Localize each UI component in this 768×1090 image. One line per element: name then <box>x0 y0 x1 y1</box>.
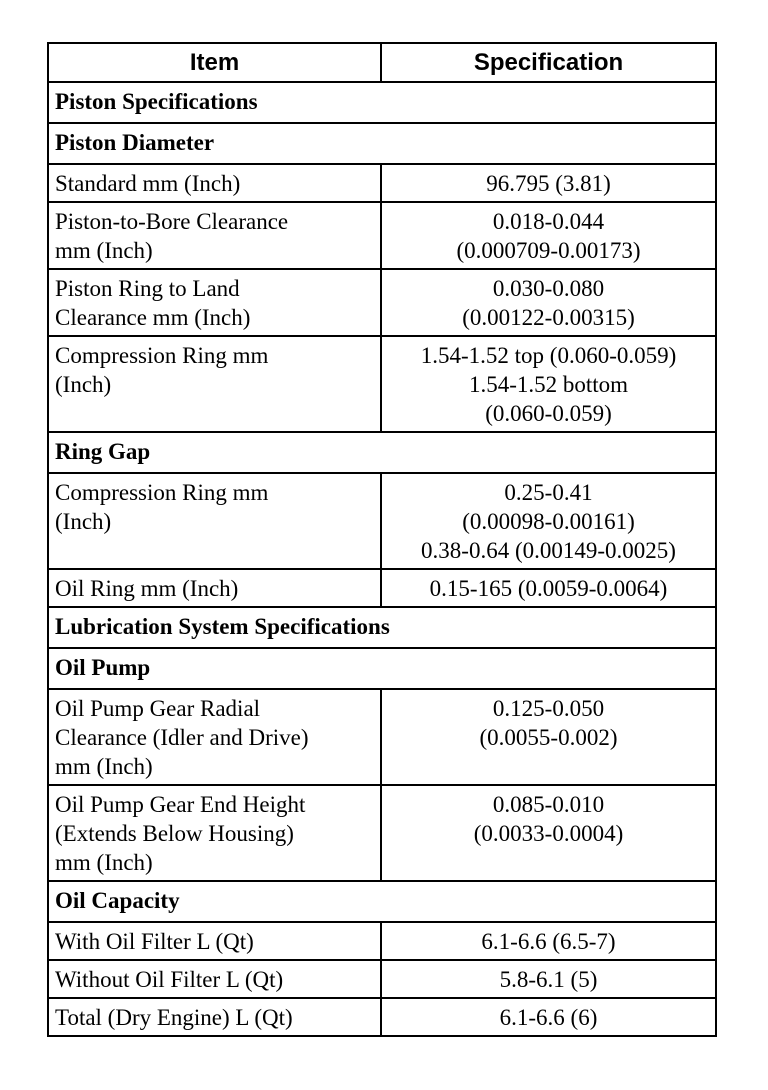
section-row <box>48 648 716 689</box>
item-column-header: Item <box>48 43 381 82</box>
spec-cell-standard: 96.795 (3.81) <box>381 164 716 202</box>
section-piston-specifications: Piston Specifications <box>48 82 716 123</box>
table-row <box>48 269 716 336</box>
section-row <box>48 123 716 164</box>
table-row <box>48 164 716 202</box>
item-cell-standard: Standard mm (Inch) <box>48 164 381 202</box>
item-cell-bore-clearance: Piston-to-Bore Clearance mm (Inch) <box>48 202 381 269</box>
table-header-row <box>48 43 716 82</box>
spec-cell-gear-radial: 0.125-0.050 (0.0055-0.002) <box>381 689 716 785</box>
table-row <box>48 473 716 569</box>
spec-cell-total-dry: 6.1-6.6 (6) <box>381 998 716 1036</box>
table-row <box>48 998 716 1036</box>
specification-column-header: Specification <box>381 43 716 82</box>
section-row <box>48 881 716 922</box>
spec-cell-land-clearance: 0.030-0.080 (0.00122-0.00315) <box>381 269 716 336</box>
section-lubrication-system: Lubrication System Specifications <box>48 607 716 648</box>
spec-cell-gear-end-height: 0.085-0.010 (0.0033-0.0004) <box>381 785 716 881</box>
item-cell-with-filter: With Oil Filter L (Qt) <box>48 922 381 960</box>
table-row <box>48 960 716 998</box>
spec-cell-oil-ring: 0.15-165 (0.0059-0.0064) <box>381 569 716 607</box>
section-row <box>48 432 716 473</box>
item-cell-gap-compression-ring: Compression Ring mm (Inch) <box>48 473 381 569</box>
specification-table <box>47 42 717 1037</box>
item-cell-without-filter: Without Oil Filter L (Qt) <box>48 960 381 998</box>
item-cell-gear-end-height: Oil Pump Gear End Height (Extends Below Housing) mm (Inch) <box>48 785 381 881</box>
item-cell-compression-ring: Compression Ring mm (Inch) <box>48 336 381 432</box>
spec-cell-with-filter: 6.1-6.6 (6.5-7) <box>381 922 716 960</box>
spec-cell-gap-compression-ring: 0.25-0.41 (0.00098-0.00161) 0.38-0.64 (0.00149-0.0025) <box>381 473 716 569</box>
item-cell-gear-radial: Oil Pump Gear Radial Clearance (Idler and Drive) mm (Inch) <box>48 689 381 785</box>
table-row <box>48 336 716 432</box>
spec-cell-bore-clearance: 0.018-0.044 (0.000709-0.00173) <box>381 202 716 269</box>
table-row <box>48 785 716 881</box>
section-row <box>48 607 716 648</box>
section-row <box>48 82 716 123</box>
section-oil-capacity: Oil Capacity <box>48 881 716 922</box>
table-row <box>48 689 716 785</box>
item-cell-land-clearance: Piston Ring to Land Clearance mm (Inch) <box>48 269 381 336</box>
item-cell-oil-ring: Oil Ring mm (Inch) <box>48 569 381 607</box>
spec-cell-compression-ring: 1.54-1.52 top (0.060-0.059) 1.54-1.52 bottom (0.060-0.059) <box>381 336 716 432</box>
table-row <box>48 202 716 269</box>
section-ring-gap: Ring Gap <box>48 432 716 473</box>
spec-cell-without-filter: 5.8-6.1 (5) <box>381 960 716 998</box>
table-row <box>48 922 716 960</box>
section-piston-diameter: Piston Diameter <box>48 123 716 164</box>
table-row <box>48 569 716 607</box>
item-cell-total-dry: Total (Dry Engine) L (Qt) <box>48 998 381 1036</box>
section-oil-pump: Oil Pump <box>48 648 716 689</box>
